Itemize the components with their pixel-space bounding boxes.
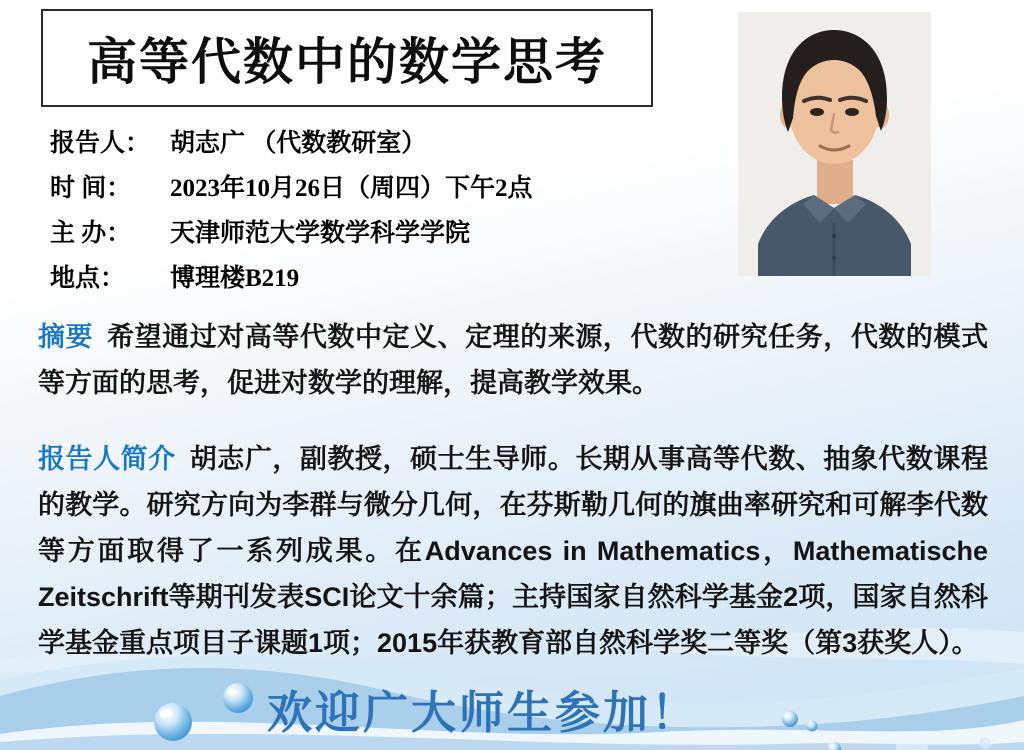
info-value-host: 天津师范大学数学科学学院 bbox=[170, 219, 471, 247]
bio-label: 报告人简介 bbox=[38, 444, 176, 474]
info-value-speaker: 胡志广 （代数教研室） bbox=[170, 129, 427, 157]
abstract-paragraph bbox=[38, 314, 988, 406]
info-value-location: 博理楼B219 bbox=[170, 264, 300, 292]
bio-paragraph bbox=[38, 436, 988, 666]
info-value-time: 2023年10月26日（周四）下午2点 bbox=[170, 174, 533, 202]
abstract-text: 希望通过对高等代数中定义、定理的来源，代数的研究任务，代数的模式等方面的思考，促进对数学的理解，提高教学效果。 bbox=[38, 322, 989, 398]
welcome-banner bbox=[0, 676, 1024, 741]
title-box bbox=[41, 9, 653, 107]
poster-title: 高等代数中的数学思考 bbox=[87, 32, 607, 91]
speaker-photo bbox=[738, 12, 931, 276]
bio-text: 胡志广，副教授，硕士生导师。长期从事高等代数、抽象代数课程的教学。研究方向为李群与微分几何，在芬斯勒几何的旗曲率研究和可解李代数等方面取得了一系列成果。在Advances in Mathematics，Mathematische Zeitschrift等期刊发表SCI论文十余篇；主持国家自然科学基金2项，国家自然科学基金重点项目子课题1项；2015年获教育部自然科学奖二等奖（第3获奖人）。 bbox=[38, 444, 989, 658]
info-row-host bbox=[50, 208, 730, 253]
welcome-text: 欢迎广大师生参加！ bbox=[266, 687, 699, 738]
info-label-host: 主 办： bbox=[50, 219, 132, 247]
info-label-speaker: 报告人： bbox=[50, 129, 151, 157]
info-row-time bbox=[50, 163, 730, 208]
abstract-label: 摘要 bbox=[38, 322, 94, 352]
info-row-speaker bbox=[50, 118, 730, 163]
info-row-location bbox=[50, 253, 730, 298]
info-label-location: 地点： bbox=[50, 264, 126, 292]
info-label-time: 时 间： bbox=[50, 174, 132, 202]
info-list bbox=[50, 118, 730, 298]
